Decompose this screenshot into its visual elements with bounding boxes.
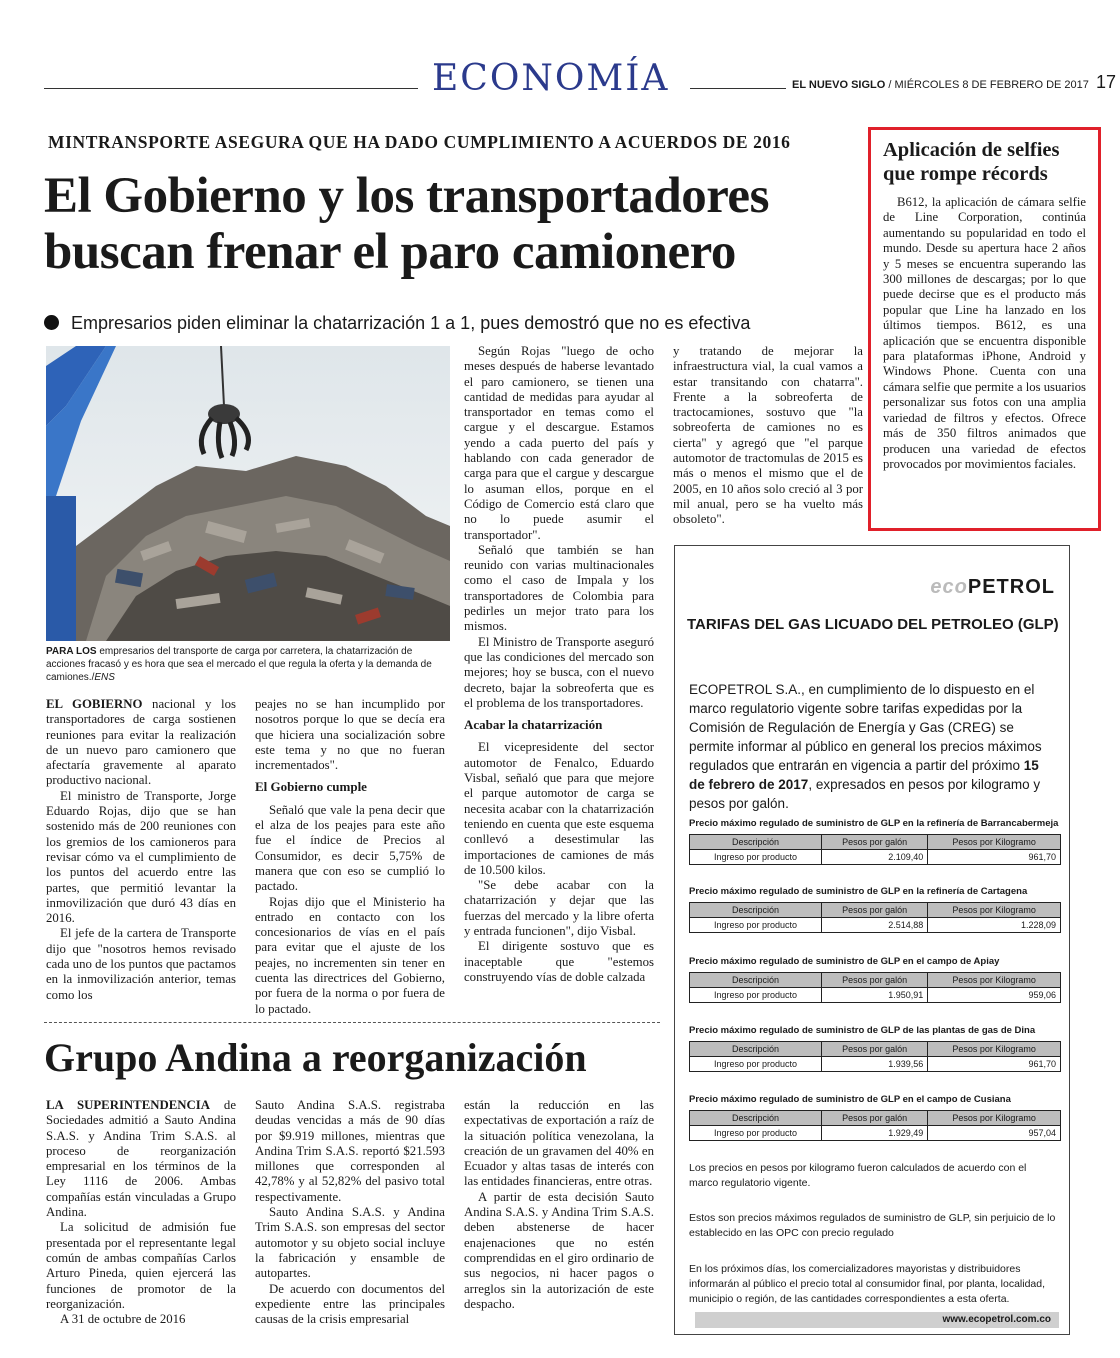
subhead-text: Empresarios piden eliminar la chatarrización 1 a 1, pues demostró que no es efectiva: [71, 313, 751, 333]
ad-note: Estos son precios máximos regulados de suministro de GLP, sin perjuicio de lo establecido en las OPC con precio regulado: [689, 1212, 1056, 1239]
section-divider: [44, 1022, 660, 1023]
price-table-block: [689, 886, 1061, 933]
price-table-title: Precio máximo regulado de suministro de GLP en la refinería de Barrancabermeja: [689, 818, 1059, 829]
price-table: [689, 834, 1061, 865]
col-header: Pesos por galón: [822, 835, 928, 850]
price-per-gallon: 2.514,88: [822, 918, 928, 933]
price-per-kilo: 959,06: [928, 988, 1061, 1003]
table-row: [690, 1057, 1061, 1072]
price-per-gallon: 1.929,49: [822, 1126, 928, 1141]
price-table-block: [689, 818, 1061, 865]
paragraph: "Se debe acabar con la chatarrización y dejar que las fuerzas del mercado y la libre oferta y entrada funcionen", dijo Visbal.: [464, 878, 654, 938]
subheading: El Gobierno cumple: [255, 779, 367, 795]
sidebar-title: Aplicación de selfies que rompe récords: [883, 139, 1060, 185]
ecopetrol-ad: [674, 545, 1070, 1335]
caption-text: empresarios del transporte de carga por carretera, la chatarrización de acciones fracasó y es hora que sea el mercado el que regula la oferta y la demanda de camiones./: [46, 646, 432, 683]
price-table-title: Precio máximo regulado de suministro de GLP de las plantas de gas de Dina: [689, 1025, 1036, 1036]
row-label: Ingreso por producto: [690, 1126, 822, 1141]
paragraph: A 31 de octubre de 2016: [60, 1312, 186, 1327]
price-per-kilo: 957,04: [928, 1126, 1061, 1141]
col-header: Pesos por galón: [822, 1111, 928, 1126]
subheading: Acabar la chatarrización: [464, 717, 603, 733]
col-header: Pesos por Kilogramo: [928, 1111, 1061, 1126]
photo-caption: [46, 645, 450, 684]
table-row: [690, 1126, 1061, 1141]
col-header: Descripción: [690, 1042, 822, 1057]
scrapyard-illustration: [46, 346, 450, 641]
paragraph: El jefe de la cartera de Transporte dijo que "nosotros hemos revisado cada uno de los puntos que pactamos en la inmovilización anterior, temas como los: [46, 926, 236, 1002]
col-header: Descripción: [690, 903, 822, 918]
price-table-block: [689, 1094, 1061, 1141]
paragraph-text: nacional y los transportadores de carga sostienen reuniones para evitar la realización de un nuevo paro camionero que afectaría gravemente al aparato productivo nacional.: [46, 697, 236, 788]
price-table: [689, 972, 1061, 1003]
paragraph: Según Rojas "luego de ocho meses después de haberse levantado el paro camionero, se tienen una cantidad de medidas para ayudar al transportador en temas como el cargue y el descargue. Estamos yendo a cada puerto del país y hablando con cada generador de carga para que el cargue y descargue lo asuman ellos, porque en el Código de Comercio está claro que no lo puede asumir el transportador".: [464, 344, 654, 542]
second-column-3: [464, 1098, 654, 1312]
price-table-title: Precio máximo regulado de suministro de GLP en el campo de Cusiana: [689, 1094, 1011, 1105]
row-label: Ingreso por producto: [690, 1057, 822, 1072]
second-column-1: [46, 1098, 236, 1327]
paragraph: Señaló que vale la pena decir que el alza de los peajes para este año fue el índice de Precios al Consumidor, es decir 5,75% de manera que con eso se cumplió lo pactado.: [255, 802, 445, 894]
col-header: Descripción: [690, 835, 822, 850]
price-per-kilo: 961,70: [928, 850, 1061, 865]
intro-text: ECOPETROL S.A., en cumplimiento de lo dispuesto en el marco regulatorio vigente sobre tarifas expedidas por la Comisión de Regulación de Energía y Gas (CREG) se permite informar al público en general los precios máximos regulados que entrarán en vigencia a partir del próximo: [689, 682, 1042, 773]
paragraph: y tratando de mejorar la infraestructura vial, la cual vamos a estar transitando con chatarra". Frente a la sobreoferta de tractocamiones, sostuvo que "la sobreoferta de camiones no es cierta" y agregó que "el parque automotor de tractomulas de 2015 es más o menos el mismo que el de 2005, en 10 años solo creció al 3 por mil anual, pero se ha vuelto más obsoleto".: [673, 344, 863, 527]
row-label: Ingreso por producto: [690, 918, 822, 933]
price-table: [689, 1041, 1061, 1072]
paragraph: El vicepresidente del sector automotor de Fenalco, Eduardo Visbal, señaló que para que mejore el parque automotor de carga se necesita acabar con la chatarrización teniendo en cuenta que este esquema conllevó a desestimular las importaciones de camiones de más de 10.500 kilos.: [464, 740, 654, 877]
col-header: Pesos por Kilogramo: [928, 973, 1061, 988]
col-header: Descripción: [690, 973, 822, 988]
price-table-title: Precio máximo regulado de suministro de GLP en el campo de Apiay: [689, 956, 1000, 967]
story-headline: El Gobierno y los transportadores buscan frenar el paro camionero: [44, 168, 769, 280]
issue-date: / MIÉRCOLES 8 DE FEBRERO DE 2017: [888, 79, 1089, 91]
col-header: Pesos por galón: [822, 903, 928, 918]
paragraph: [46, 1098, 236, 1220]
story-kicker: MINTRANSPORTE ASEGURA QUE HA DADO CUMPLIMIENTO A ACUERDOS DE 2016: [48, 132, 791, 152]
price-per-gallon: 1.939,56: [822, 1057, 928, 1072]
logo-petrol: PETROL: [967, 576, 1055, 598]
main-column-4: [673, 344, 863, 528]
main-column-2: [255, 697, 445, 1017]
lead-in: EL GOBIERNO: [46, 697, 143, 711]
ad-intro: [689, 680, 1057, 813]
section-title: ECONOMÍA: [432, 58, 670, 99]
paragraph: Sauto Andina S.A.S. y Andina Trim S.A.S. son empresas del sector automotor y su objeto social incluye la fabricación y ensamble de autopartes.: [255, 1205, 445, 1281]
sidebar-text: B612, la aplicación de cámara selfie de Line Corporation, continúa aumentando su popularidad en todo el mundo. Desde su apertura hace 2 años y 5 meses se encuentra superando las 300 millones de descargas; por lo que puede decirse que es el producto más popular que Line ha lanzado en los últimos tiempos. B612, es una aplicación que se encuentra disponible para plataformas iPhone, Android y Windows Phone. Cuenta con una cámara selfie que permite a los usuarios personalizar sus fotos con una amplia variedad de filtros y efectos. Ofrece más de 350 filtros animados que producen una variedad de efectos provocados por movimientos faciales.: [883, 195, 1086, 471]
effective-date: 15 de febrero de 2017: [689, 758, 1039, 792]
price-per-kilo: 1.228,09: [928, 918, 1061, 933]
main-column-3: [464, 344, 654, 985]
row-label: Ingreso por producto: [690, 850, 822, 865]
newspaper-name: EL NUEVO SIGLO: [792, 79, 886, 91]
bullet-dot-icon: [44, 315, 59, 330]
col-header: Pesos por galón: [822, 973, 928, 988]
second-column-2: [255, 1098, 445, 1327]
table-row: [690, 850, 1061, 865]
masthead-dateline: [792, 72, 1116, 93]
col-header: Pesos por Kilogramo: [928, 1042, 1061, 1057]
sidebar-box: [868, 127, 1101, 531]
story-subhead: [44, 313, 750, 334]
lead-in: LA SUPERINTENDENCIA: [46, 1098, 210, 1112]
logo-eco: eco: [930, 576, 968, 598]
ad-note: En los próximos días, los comercializadores mayoristas y distribuidores informarán al público el precio total al consumidor final, por planta, localidad, municipio o región, de las cantidades correspondientes a esta oferta.: [689, 1263, 1046, 1305]
price-table: [689, 902, 1061, 933]
masthead-rule-left: [44, 88, 418, 89]
paragraph: El Ministro de Transporte aseguró que las condiciones del mercado son mejores; hoy se busca, con el nuevo decreto, bajar la sobreoferta que es el problema de los transportadores.: [464, 634, 654, 710]
row-label: Ingreso por producto: [690, 988, 822, 1003]
col-header: Descripción: [690, 1111, 822, 1126]
price-per-gallon: 1.950,91: [822, 988, 928, 1003]
main-column-1: [46, 697, 236, 1003]
paragraph: Señaló que también se han reunido con varias multinacionales como el caso de Impala y los transportadores de Colombia para pedirles un mejor trato para los mismos.: [464, 542, 654, 634]
price-table-block: [689, 1025, 1061, 1072]
paragraph: De acuerdo con documentos del expediente entre las principales causas de la crisis empresarial: [255, 1281, 445, 1327]
ecopetrol-logo: [930, 576, 1055, 599]
paragraph: peajes no se han incumplido por nosotros porque lo que se decía era que hiciera una socialización sobre este tema y no que no fueran incrementados".: [255, 697, 445, 773]
price-table-title: Precio máximo regulado de suministro de GLP en la refinería de Cartagena: [689, 886, 1028, 897]
paragraph: El dirigente sostuvo que es inaceptable que "estemos construyendo vías de doble calzada: [464, 939, 654, 984]
scrapyard-photo: [46, 346, 450, 641]
col-header: Pesos por galón: [822, 1042, 928, 1057]
paragraph: A partir de esta decisión Sauto Andina S.A.S. y Andina Trim S.A.S. deben abstenerse de hacer enajenaciones que no estén comprendidas en el giro ordinario de sus negocios, ni hacer pagos o arreglos sin la autorización de este despacho.: [464, 1189, 654, 1311]
price-table: [689, 1110, 1061, 1141]
paragraph: Sauto Andina S.A.S. registraba deudas vencidas a más de 90 días por $9.919 millones, mientras que Andina Trim S.A.S. reportó $21.593 millones que corresponden al 42,78% y al 52,82% del pasivo total respectivamente.: [255, 1098, 445, 1204]
paragraph: El ministro de Transporte, Jorge Eduardo Rojas, dijo que se han sostenido más de 200 reuniones con los gremios de los camioneros para revisar cómo va el cumplimiento de los puntos del acuerdo entre las partes, que permitió levantar la inmovilización que duró 43 días en 2016.: [46, 788, 236, 926]
table-row: [690, 918, 1061, 933]
paragraph: están la reducción en las expectativas de exportación a raíz de la situación política venezolana, la creación de un gravamen del 40% en Ecuador y altas tasas de interés con las entidades financieras, entre otras.: [464, 1098, 654, 1189]
ad-url: www.ecopetrol.com.co: [695, 1312, 1059, 1328]
intro-text: , expresados en pesos por kilogramo y pesos por galón.: [689, 777, 1041, 811]
page-number: 17: [1095, 72, 1116, 92]
col-header: Pesos por Kilogramo: [928, 903, 1061, 918]
paragraph: La solicitud de admisión fue presentada por el representante legal común de ambas compañías Carlos Arturo Pineda, quien ejercerá las funciones de promotor de la reorganización.: [46, 1220, 236, 1311]
col-header: Pesos por Kilogramo: [928, 835, 1061, 850]
paragraph-text: de Sociedades admitió a Sauto Andina S.A.S. y Andina Trim S.A.S. al proceso de reorganización empresarial en los términos de la Ley 1116 de 2006. Ambas compañías están vinculadas a Grupo Andina.: [46, 1098, 236, 1220]
second-headline: Grupo Andina a reorganización: [44, 1035, 587, 1080]
caption-lead: PARA LOS: [46, 646, 97, 657]
caption-credit: ENS: [94, 672, 115, 683]
price-per-gallon: 2.109,40: [822, 850, 928, 865]
masthead-rule-right: [690, 88, 786, 89]
table-row: [690, 988, 1061, 1003]
paragraph: [46, 697, 236, 789]
ad-title: TARIFAS DEL GAS LICUADO DEL PETROLEO (GLP): [687, 616, 1059, 633]
price-per-kilo: 961,70: [928, 1057, 1061, 1072]
price-table-block: [689, 956, 1061, 1003]
ad-note: Los precios en pesos por kilogramo fueron calculados de acuerdo con el marco regulatorio vigente.: [689, 1162, 1027, 1189]
paragraph: Rojas dijo que el Ministerio ha entrado en contacto con los concesionarios de vías en el país para evitar que el ajuste de los peajes, no incrementen sin tener en cuenta las directrices del Gobierno, por fuera de la norma o por fuera de lo pactado.: [255, 894, 445, 1016]
